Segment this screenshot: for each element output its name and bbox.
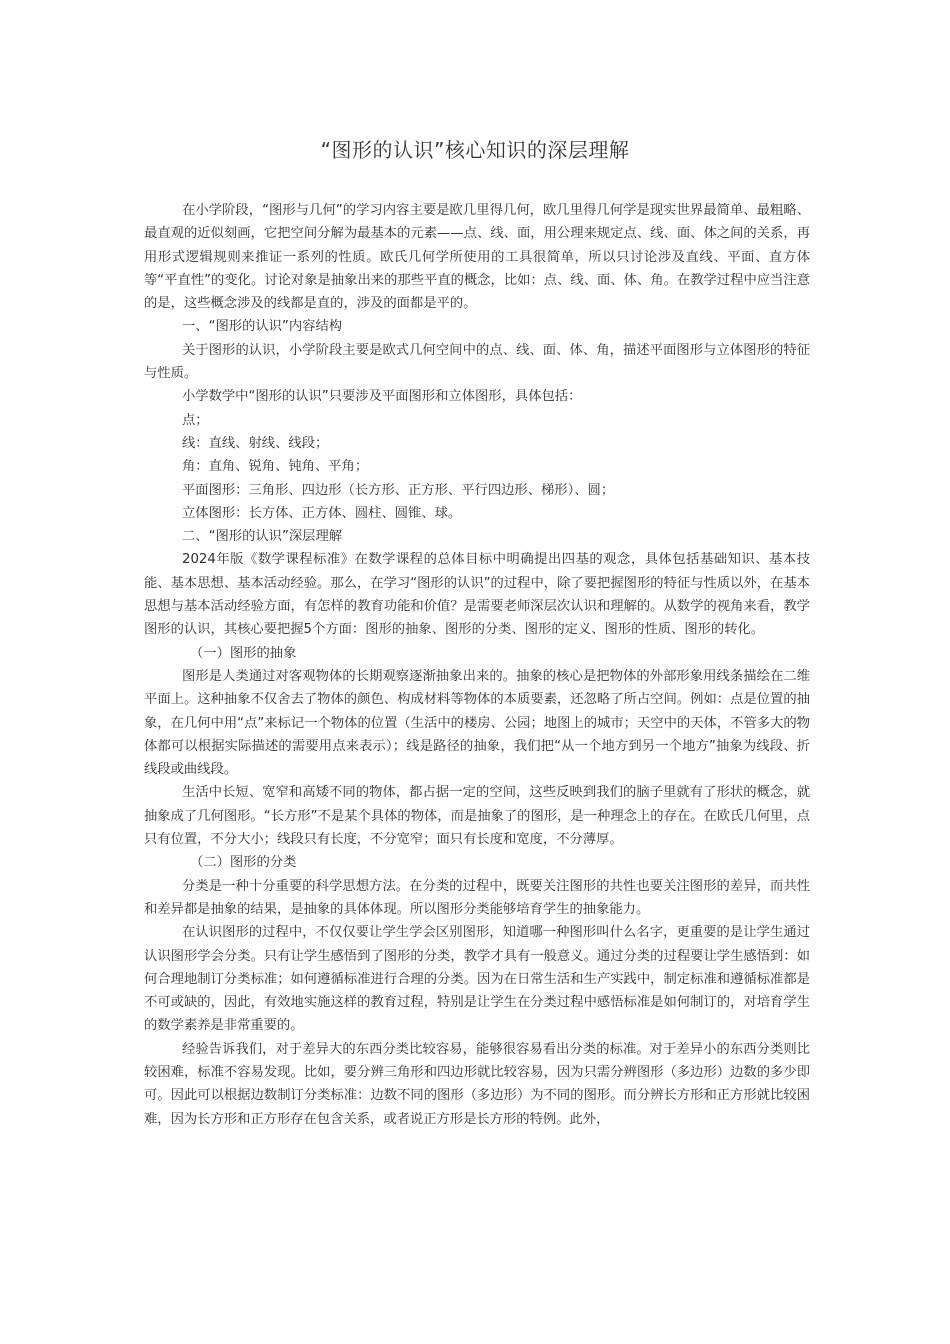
paragraph: 关于图形的认识，小学阶段主要是欧式几何空间中的点、线、面、体、角，描述平面图形与立体图形的特征与性质。 (144, 342, 810, 382)
paragraph: 分类是一种十分重要的科学思想方法。在分类的过程中，既要关注图形的共性也要关注图形的差异，而共性和差异都是抽象的结果，是抽象的具体体现。所以图形分类能够培育学生的抽象能力。 (144, 878, 810, 917)
list-item-angle: 角：直角、锐角、钝角、平角； (182, 459, 369, 475)
paragraph: 小学数学中“图形的认识”只要涉及平面图形和立体图形，具体包括： (182, 389, 582, 405)
paragraph: 2024年版《数学课程标准》在数学课程的总体目标中明确提出四基的观念，具体包括基础知识、基本技能、基本思想、基本活动经验。那么，在学习“图形的认识”的过程中，除了要把握图形的特征与性质以外，在基本思想与基本活动经验方面，有怎样的教育功能和价值？是需要老师深层次认识和理解的。从数学的视角来看，教学图形的认识，其核心要把握5个方面：图形的抽象、图形的分类、图形的定义、图形的性质、图形的转化。 (144, 552, 810, 638)
paragraph-intro: 在小学阶段，“图形与几何”的学习内容主要是欧几里得几何，欧几里得几何学是现实世界最简单、最粗略、最直观的近似刻画，它把空间分解为最基本的元素——点、线、面，用公理来规定点、线、面、体之间的关系，再用形式逻辑规则来推证一系列的性质。欧氏几何学所使用的工具很简单，所以只讨论涉及直线、平面、直方体等“平直性”的变化。讨论对象是抽象出来的那些平直的概念，比如：点、线、面、体、角。在教学过程中应当注意的是，这些概念涉及的线都是直的，涉及的面都是平的。 (144, 203, 810, 312)
document-body (144, 199, 810, 1131)
section-heading-1: 一、“图形的认识”内容结构 (182, 319, 343, 335)
list-item-line: 线：直线、射线、线段； (182, 435, 329, 451)
paragraph: 经验告诉我们，对于差异大的东西分类比较容易，能够很容易看出分类的标准。对于差异小的东西分类则比较困难，标准不容易发现。比如，要分辨三角形和四边形就比较容易，因为只需分辨图形（多边形）边数的多少即可。因此可以根据边数制订分类标准：边数不同的图形（多边形）为不同的图形。而分辨长方形和正方形就比较困难，因为长方形和正方形存在包含关系，或者说正方形是长方形的特例。此外， (144, 1041, 810, 1127)
paragraph: 在认识图形的过程中，不仅仅要让学生学会区别图形，知道哪一种图形叫什么名字，更重要的是让学生通过认识图形学会分类。只有让学生感悟到了图形的分类，教学才具有一般意义。通过分类的过程要让学生感悟到：如何合理地制订分类标准；如何遵循标准进行合理的分类。因为在日常生活和生产实践中，制定标准和遵循标准都是不可或缺的，因此，有效地实施这样的教育过程，特别是让学生在分类过程中感悟标准是如何制订的，对培育学生的数学素养是非常重要的。 (144, 925, 810, 1034)
list-item-plane-figures: 平面图形：三角形、四边形（长方形、正方形、平行四边形、梯形）、圆； (182, 482, 615, 498)
section-heading-2: 二、“图形的认识”深层理解 (182, 529, 343, 545)
document-title: “图形的认识”核心知识的深层理解 (320, 138, 630, 162)
paragraph: 生活中长短、宽窄和高矮不同的物体，都占据一定的空间，这些反映到我们的脑子里就有了形状的概念，就抽象成了几何图形。“长方形”不是某个具体的物体，而是抽象了的图形，是一种理念上的存在。在欧氏几何里，点只有位置，不分大小；线段只有长度，不分宽窄；面只有长度和宽度，不分薄厚。 (144, 785, 810, 848)
subsection-heading-abstraction: （一）图形的抽象 (190, 645, 297, 661)
list-item-solid-figures: 立体图形：长方体、正方体、圆柱、圆锥、球。 (182, 505, 462, 521)
list-item-point: 点； (182, 412, 209, 428)
subsection-heading-classification: （二）图形的分类 (190, 855, 297, 871)
paragraph: 图形是人类通过对客观物体的长期观察逐渐抽象出来的。抽象的核心是把物体的外部形象用线条描绘在二维平面上。这种抽象不仅舍去了物体的颜色、构成材料等物体的本质要素，还忽略了所占空间。例如：点是位置的抽象，在几何中用“点”来标记一个物体的位置（生活中的楼房、公园；地图上的城市；天空中的天体，不管多大的物体都可以根据实际描述的需要用点来表示）；线是路径的抽象，我们把“从一个地方到另一个地方”抽象为线段、折线段或曲线段。 (144, 668, 810, 778)
